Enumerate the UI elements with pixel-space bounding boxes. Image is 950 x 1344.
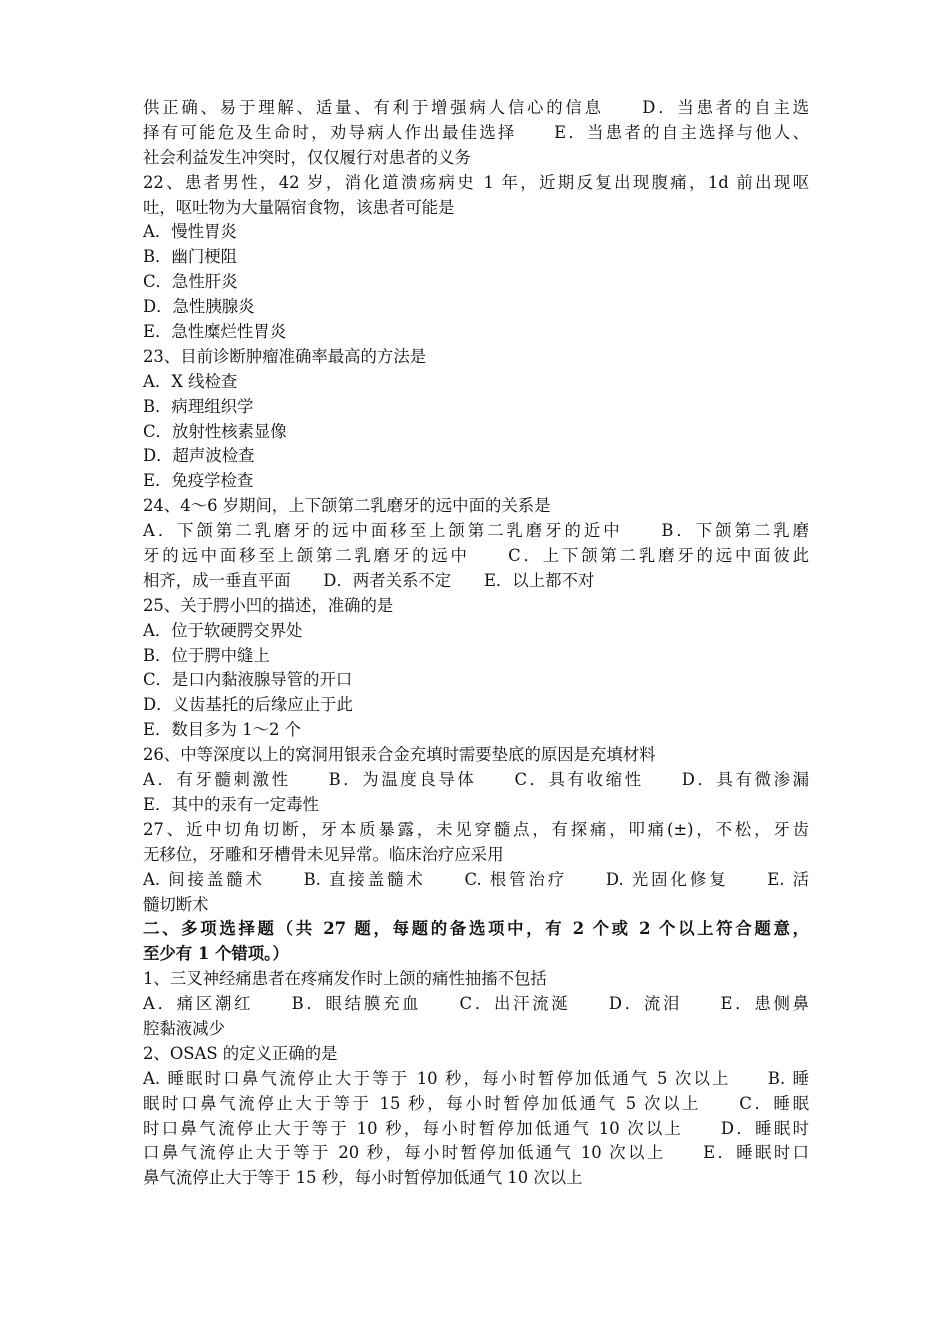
question-stem: 27、近中切角切断，牙本质暴露，未见穿髓点，有探痛，叩痛(±)，不松，牙齿 (143, 819, 809, 839)
question-stem: 22、患者男性，42 岁，消化道溃疡病史 1 年，近期反复出现腹痛，1d 前出现呕 (143, 172, 809, 192)
answer-option: A．慢性胃炎 (143, 222, 237, 242)
answer-option: E．数目多为 1～2 个 (143, 720, 301, 740)
text-line: 相齐，成一垂直平面 D．两者关系不定 E．以上都不对 (143, 570, 595, 590)
answer-option: D．超声波检查 (143, 446, 255, 466)
answer-option: A．位于软硬腭交界处 (143, 620, 303, 640)
text-line: 腔黏液减少 (143, 1018, 225, 1038)
text-line: 社会利益发生冲突时，仅仅履行对患者的义务 (143, 147, 471, 167)
text-line: 无移位，牙雕和牙槽骨未见异常。临床治疗应采用 (143, 844, 504, 864)
answer-options-inline: A．有牙髓刺激性 B．为温度良导体 C．具有收缩性 D．具有微渗漏 (143, 770, 809, 790)
answer-options-inline: A. 睡眠时口鼻气流停止大于等于 10 秒，每小时暂停加低通气 5 次以上 B. 睡 (143, 1068, 809, 1088)
answer-option: C．是口内黏液腺导管的开口 (143, 670, 353, 690)
question-stem: 25、关于腭小凹的描述，准确的是 (143, 595, 394, 615)
section-heading: 至少有 1 个错项。） (143, 944, 289, 964)
question-stem: 26、中等深度以上的窝洞用银汞合金充填时需要垫底的原因是充填材料 (143, 745, 656, 765)
answer-option: D．急性胰腺炎 (143, 297, 255, 317)
answer-options-inline: A. 间接盖髓术 B. 直接盖髓术 C. 根管治疗 D. 光固化修复 E. 活 (143, 869, 809, 889)
answer-option: B．位于腭中缝上 (143, 645, 270, 665)
document-page (143, 96, 809, 1191)
answer-option: C．急性肝炎 (143, 272, 238, 292)
question-stem: 1、三叉神经痛患者在疼痛发作时上颌的痛性抽搐不包括 (143, 969, 547, 989)
text-line: 口鼻气流停止大于等于 20 秒，每小时暂停加低通气 10 次以上 E．睡眠时口 (143, 1143, 809, 1163)
answer-option: E．免疫学检查 (143, 471, 254, 491)
answer-options-inline: A．痛区潮红 B．眼结膜充血 C．出汗流涎 D．流泪 E．患侧鼻 (143, 994, 809, 1014)
answer-option: B．病理组织学 (143, 396, 254, 416)
answer-option: A．X 线检查 (143, 371, 238, 391)
text-line: 髓切断术 (143, 894, 209, 914)
answer-options-inline: A．下颌第二乳磨牙的远中面移至上颌第二乳磨牙的近中 B．下颌第二乳磨 (143, 521, 809, 541)
answer-option: B．幽门梗阻 (143, 247, 237, 267)
section-heading: 二、多项选择题（共 27 题，每题的备选项中，有 2 个或 2 个以上符合题意， (143, 919, 809, 939)
text-line: 时口鼻气流停止大于等于 10 秒，每小时暂停加低通气 10 次以上 D．睡眠时 (143, 1118, 809, 1138)
text-line: 鼻气流停止大于等于 15 秒，每小时暂停加低通气 10 次以上 (143, 1168, 583, 1188)
question-stem: 23、目前诊断肿瘤准确率最高的方法是 (143, 346, 427, 366)
text-line: 吐，呕吐物为大量隔宿食物，该患者可能是 (143, 197, 455, 217)
answer-option: D．义齿基托的后缘应止于此 (143, 695, 353, 715)
answer-option: E．急性糜烂性胃炎 (143, 322, 287, 342)
text-line: 择有可能危及生命时，劝导病人作出最佳选择 E．当患者的自主选择与他人、 (143, 122, 809, 142)
text-line: E．其中的汞有一定毒性 (143, 794, 319, 814)
text-line: 眠时口鼻气流停止大于等于 15 秒，每小时暂停加低通气 5 次以上 C．睡眠 (143, 1093, 809, 1113)
text-line: 供正确、易于理解、适量、有利于增强病人信心的信息 D．当患者的自主选 (143, 98, 809, 117)
answer-option: C．放射性核素显像 (143, 421, 287, 441)
text-line: 牙的远中面移至上颌第二乳磨牙的远中 C．上下颌第二乳磨牙的远中面彼此 (143, 546, 809, 566)
question-stem: 2、OSAS 的定义正确的是 (143, 1043, 338, 1063)
question-stem: 24、4～6 岁期间，上下颌第二乳磨牙的远中面的关系是 (143, 496, 551, 516)
